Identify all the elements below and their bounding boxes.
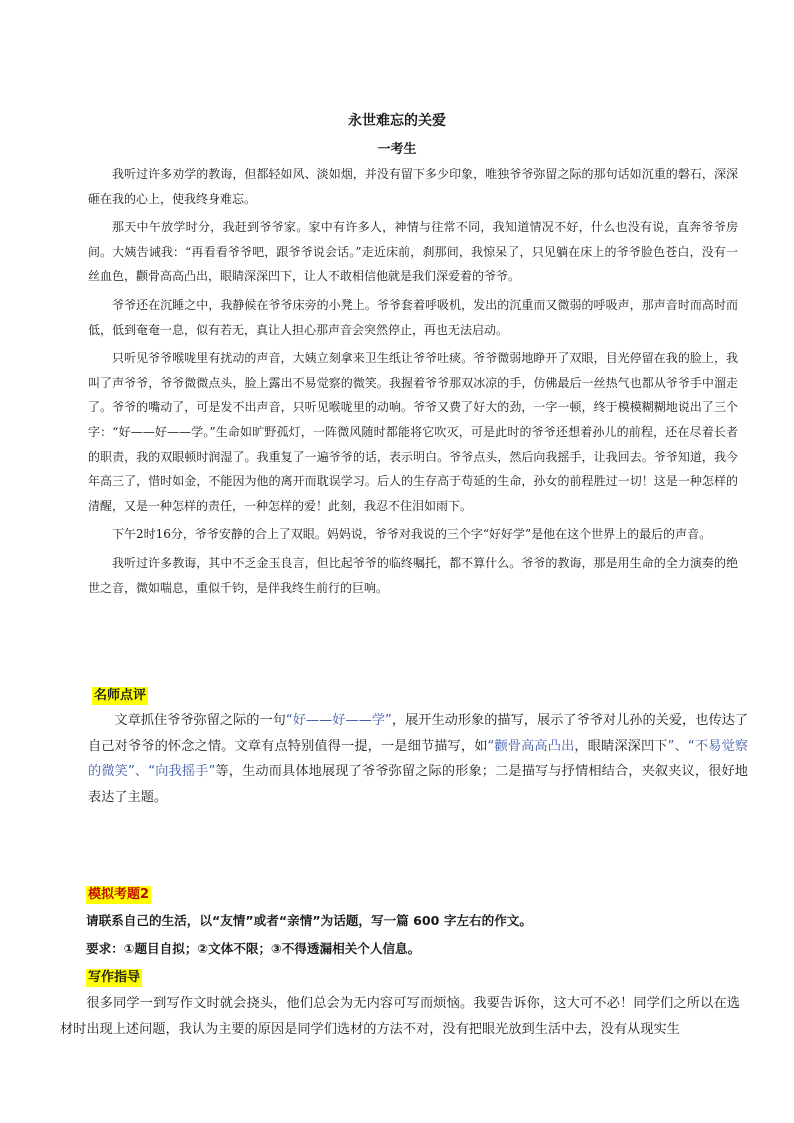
exam-question-heading (86, 883, 151, 904)
exam-question-tag: 模拟考题2 (88, 887, 150, 902)
essay-author: 一考生 (377, 142, 417, 157)
review-tag: 名师点评 (94, 688, 147, 703)
essay-paragraph: 只听见爷爷喉咙里有扰动的声音，大姨立刻拿来卫生纸让爷爷吐痰。爷爷微弱地睁开了双眼，目光停留在我的脸上，我叫了声爷爷，爷爷微微点头，脸上露出不易觉察的微笑。我握着爷爷那双冰凉的手，仿佛最后一丝热气也都从爷爷手中溜走了。爷爷的嘴动了，可是发不出声音，只听见喉咙里的动响。爷爷又费了好大的劲，一字一顿，终于模模糊糊地说出了三个字：“好——好——学。”生命如旷野孤灯，一阵微风随时都能将它吹灭，可是此时的爷爷还想着孙儿的前程，还在尽着长者的职责，我的双眼顿时润湿了。我重复了一遍爷爷的话，表示明白。爷爷点头，然后向我摇手，让我回去。爷爷知道，我今年高三了，惜时如金，不能因为他的离开而耽误学习。后人的生存高于苟延的生命，孙女的前程胜过一切！这是一种怎样的清醒，又是一种怎样的责任，一种怎样的爱！此刻，我忍不住泪如雨下。 (88, 351, 738, 513)
review-text-part: ，展开生动形象的描写，展示了爷爷对儿孙的关爱，也传达了自己对爷爷的怀念之情。文章有点特别值得一提，一是细节描写，如 (88, 713, 749, 754)
review-text (88, 708, 748, 810)
essay-paragraph: 我听过许多劝学的教诲，但都轻如风、淡如烟，并没有留下多少印象，唯独爷爷弥留之际的那句话如沉重的磐石，深深砸在我的心上，使我终身难忘。 (88, 167, 738, 206)
writing-guide-heading (86, 966, 142, 987)
essay-body (88, 162, 738, 604)
exam-requirements: 要求：①题目自拟；②文体不限；③不得透漏相关个人信息。 (86, 941, 421, 956)
review-quote: “颧骨高高凸出 (487, 738, 575, 754)
exam-prompt: 请联系自己的生活，以“友情”或者“亲情”为话题，写一篇 600 字左右的作文。 (86, 913, 532, 928)
essay-paragraph: 下午2时16分，爷爷安静的合上了双眼。妈妈说，爷爷对我说的三个字“好好学”是他在这个世界上的最后的声音。 (112, 527, 712, 542)
review-heading (92, 684, 148, 705)
essay-paragraph: 那天中午放学时分，我赶到爷爷家。家中有许多人，神情与往常不同，我知道情况不好，什么也没有说，直奔爷爷房间。大姨告诫我：“再看看爷爷吧，跟爷爷说会话。”走近床前，刹那间，我惊呆了，只见躺在床上的爷爷脸色苍白，没有一丝血色，颧骨高高凸出，眼睛深深凹下，让人不敢相信他就是我们深爱着的爷爷。 (88, 220, 738, 284)
writing-guide-tag: 写作指导 (88, 970, 141, 985)
review-text-part: 等，生动而具体地展现了爷爷弥留之际的形象；二是描写与抒情相结合，夹叙夹议，很好地表达了主题。 (88, 764, 748, 805)
review-quote: “好——好——学” (285, 713, 392, 728)
review-text-part: 文章抓住爷爷弥留之际的一句 (114, 713, 286, 728)
review-quote: ”、“不易觉察的微笑”、“向我摇手” (88, 738, 749, 779)
review-text-part: ，眼睛深深凹下 (574, 738, 668, 754)
essay-paragraph: 爷爷还在沉睡之中，我静候在爷爷床旁的小凳上。爷爷套着呼吸机，发出的沉重而又微弱的呼吸声，那声音时而高时而低，低到奄奄一息，似有若无，真让人担心那声音会突然停止，再也无法启动。 (88, 297, 738, 337)
essay-paragraph: 我听过许多教诲，其中不乏金玉良言，但比起爷爷的临终嘱托，都不算什么。爷爷的教诲，那是用生命的全力演奏的绝世之音，微如喘息，重似千钧，是伴我终生前行的巨响。 (88, 555, 738, 595)
essay-title: 永世难忘的关爱 (348, 113, 446, 129)
writing-guide-text: 很多同学一到写作文时就会挠头，他们总会为无内容可写而烦恼。我要告诉你，这大可不必！同学们之所以在选材时出现上述问题，我认为主要的原因是同学们选材的方法不对，没有把眼光放到生活中去，没有从现实生 (60, 996, 740, 1037)
